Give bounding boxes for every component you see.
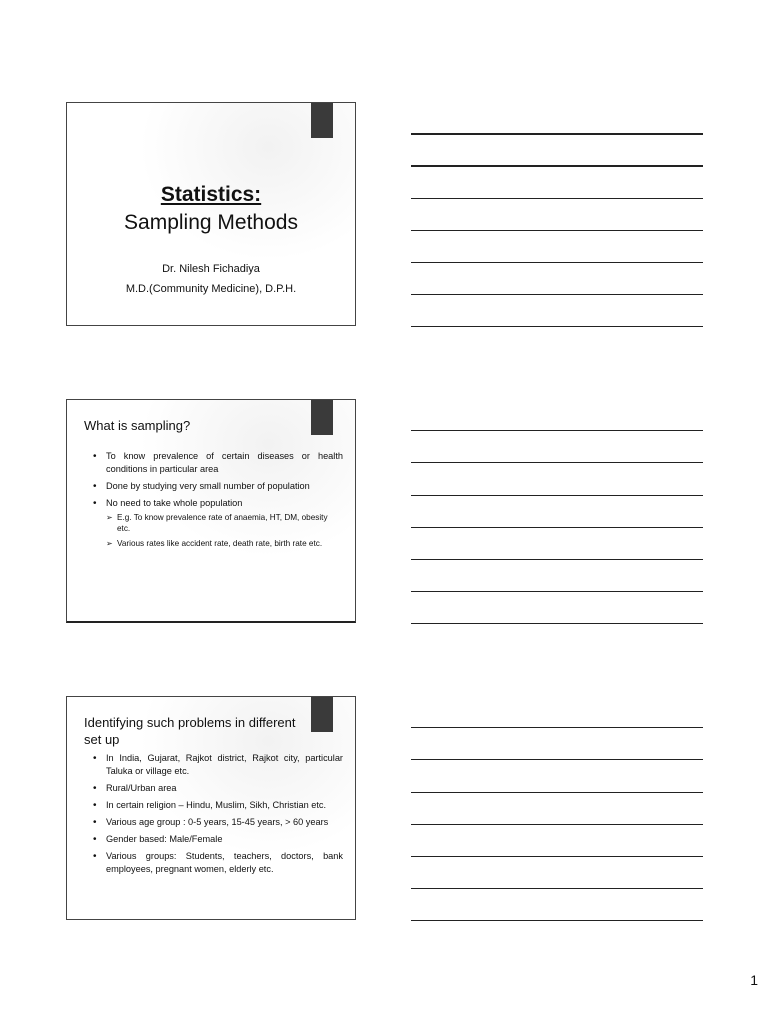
note-line	[411, 133, 703, 135]
bullet-list	[93, 450, 343, 553]
bullet-item: • Various age group : 0-5 years, 15-45 years, > 60 years	[93, 816, 343, 829]
note-line	[411, 888, 703, 889]
note-line	[411, 294, 703, 295]
note-line	[411, 262, 703, 263]
bullet-item	[93, 497, 343, 549]
sub-bullet-item: ➢ E.g. To know prevalence rate of anaemia, HT, DM, obesity etc.	[106, 512, 343, 534]
sub-bullet-item: ➢ Various rates like accident rate, death rate, birth rate etc.	[106, 538, 343, 549]
note-line	[411, 430, 703, 431]
bullet-text: No need to take whole population	[106, 498, 243, 508]
bullet-item: • Various groups: Students, teachers, doctors, bank employees, pregnant women, elderly etc.	[93, 850, 343, 876]
note-line	[411, 462, 703, 463]
bullet-item: • To know prevalence of certain diseases or health conditions in particular area	[93, 450, 343, 476]
note-line	[411, 591, 703, 592]
slide-subtitle: Sampling Methods	[124, 211, 298, 234]
note-line	[411, 165, 703, 167]
bullet-item: • Gender based: Male/Female	[93, 833, 343, 846]
slide-3	[66, 696, 356, 920]
bullet-item: • In certain religion – Hindu, Muslim, Sikh, Christian etc.	[93, 799, 343, 812]
slide-title: Statistics:	[160, 183, 262, 206]
bullet-item: • Rural/Urban area	[93, 782, 343, 795]
note-line	[411, 759, 703, 760]
note-line	[411, 230, 703, 231]
page-number: 1	[750, 972, 758, 988]
bullet-item: • Done by studying very small number of population	[93, 480, 343, 493]
note-line	[411, 559, 703, 560]
note-line	[411, 495, 703, 496]
note-line	[411, 792, 703, 793]
slide-author: Dr. Nilesh Fichadiya	[162, 263, 260, 275]
slide-credentials: M.D.(Community Medicine), D.P.H.	[125, 283, 297, 295]
slide-accent-tab	[311, 103, 333, 138]
bullet-item: • In India, Gujarat, Rajkot district, Rajkot city, particular Taluka or village etc.	[93, 752, 343, 778]
note-line	[411, 920, 703, 921]
note-line	[411, 326, 703, 327]
note-line	[411, 527, 703, 528]
sub-bullet-list	[106, 512, 343, 549]
slide-heading: Identifying such problems in different set up	[84, 715, 296, 747]
slide-accent-tab	[311, 697, 333, 732]
note-line	[411, 824, 703, 825]
note-line	[411, 856, 703, 857]
slide-accent-tab	[311, 400, 333, 435]
bullet-list	[93, 752, 343, 880]
slide-2	[66, 399, 356, 623]
slide-heading: What is sampling?	[84, 418, 191, 433]
note-line	[411, 623, 703, 624]
note-line	[411, 727, 703, 728]
slide-1	[66, 102, 356, 326]
note-line	[411, 198, 703, 199]
